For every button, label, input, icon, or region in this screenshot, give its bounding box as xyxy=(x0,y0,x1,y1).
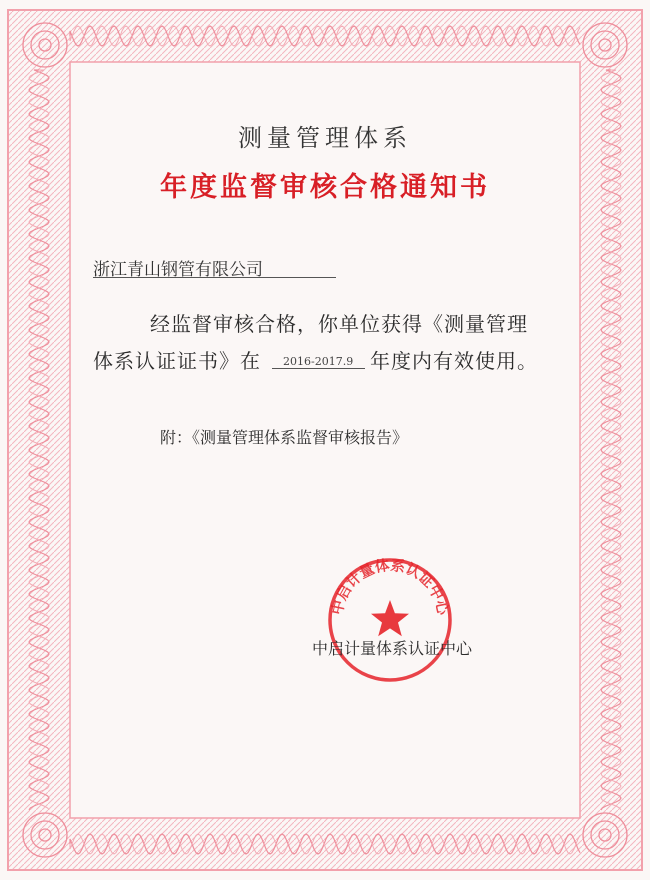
validity-period: 2016-2017.9 xyxy=(283,355,354,368)
issuer-name: 中启计量体系认证中心 xyxy=(312,639,473,658)
attachment-note: 附：《测量管理体系监督审核报告》 xyxy=(160,428,409,447)
body-line-1: 经监督审核合格，你单位获得《测量管理 xyxy=(150,312,528,336)
company-underline xyxy=(93,277,336,278)
validity-underline xyxy=(272,368,365,369)
official-seal xyxy=(325,555,455,685)
company-name: 浙江青山钢管有限公司 xyxy=(93,260,263,280)
star-icon xyxy=(371,600,409,636)
body-line-2-prefix: 体系认证证书》在 xyxy=(93,349,261,373)
body-line-2-suffix: 年度内有效使用。 xyxy=(370,349,538,373)
header-title: 测量管理体系 xyxy=(238,124,412,152)
seal-text: 中启计量体系认证中心 xyxy=(328,556,452,617)
main-title: 年度监督审核合格通知书 xyxy=(160,172,490,203)
